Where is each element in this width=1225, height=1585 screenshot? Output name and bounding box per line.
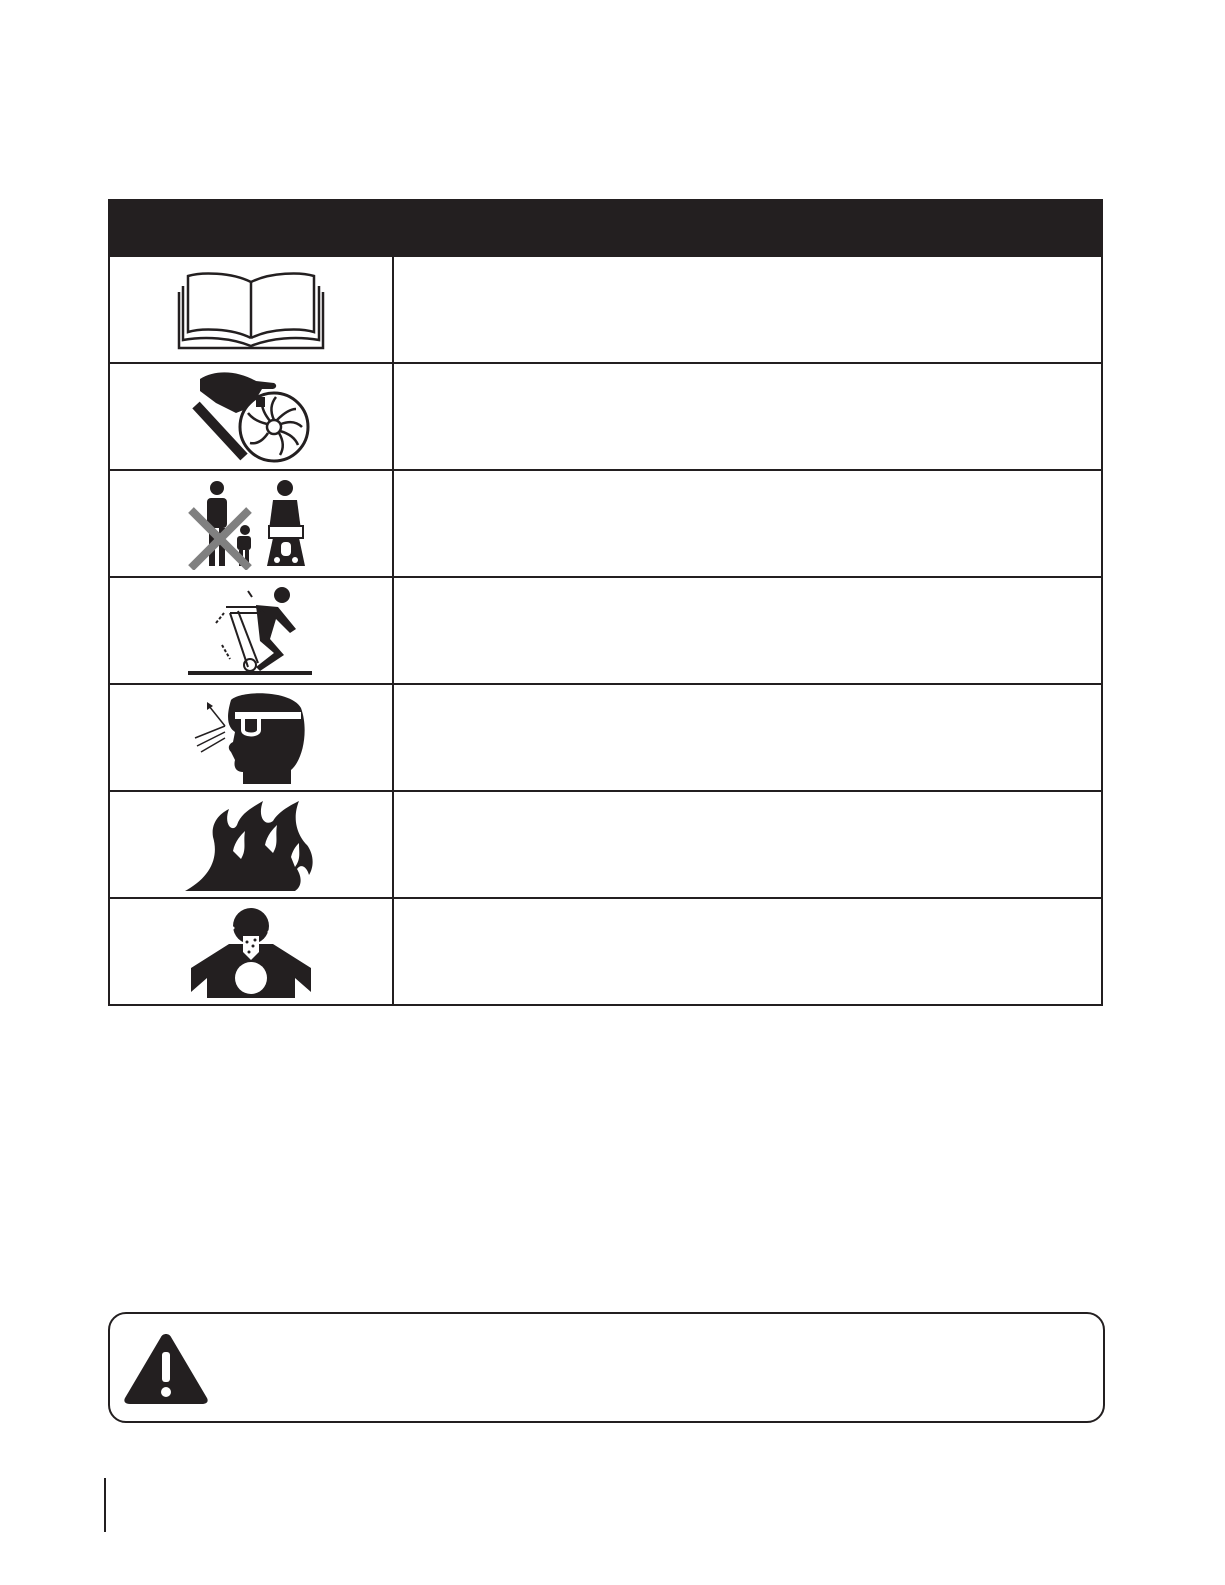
toxic-fumes-icon — [191, 904, 311, 1000]
safety-symbols-table — [108, 199, 1103, 1006]
row-description — [394, 792, 1101, 897]
table-row — [110, 469, 1101, 576]
slip-fall-icon — [186, 583, 316, 679]
table-row — [110, 576, 1101, 683]
row-description — [394, 685, 1101, 790]
row-description — [394, 899, 1101, 1004]
table-row — [110, 362, 1101, 469]
eye-protection-icon — [191, 690, 311, 786]
table-header — [110, 201, 1101, 255]
hand-impeller-icon — [186, 369, 316, 465]
table-row — [110, 683, 1101, 790]
keep-children-away-icon — [181, 478, 321, 570]
row-description — [394, 257, 1101, 362]
symbol-cell — [110, 792, 394, 897]
symbol-cell — [110, 899, 394, 1004]
warning-triangle-icon — [122, 1330, 210, 1406]
table-row — [110, 897, 1101, 1004]
page-margin-rule — [104, 1478, 106, 1532]
row-description — [394, 364, 1101, 469]
symbol-cell — [110, 578, 394, 683]
symbol-cell — [110, 685, 394, 790]
symbol-cell — [110, 471, 394, 576]
table-row — [110, 790, 1101, 897]
table-row — [110, 255, 1101, 362]
symbol-cell — [110, 364, 394, 469]
row-description — [394, 578, 1101, 683]
fire-hazard-icon — [181, 797, 321, 893]
symbol-cell — [110, 257, 394, 362]
read-manual-icon — [176, 268, 326, 352]
row-description — [394, 471, 1101, 576]
warning-box — [108, 1312, 1105, 1423]
